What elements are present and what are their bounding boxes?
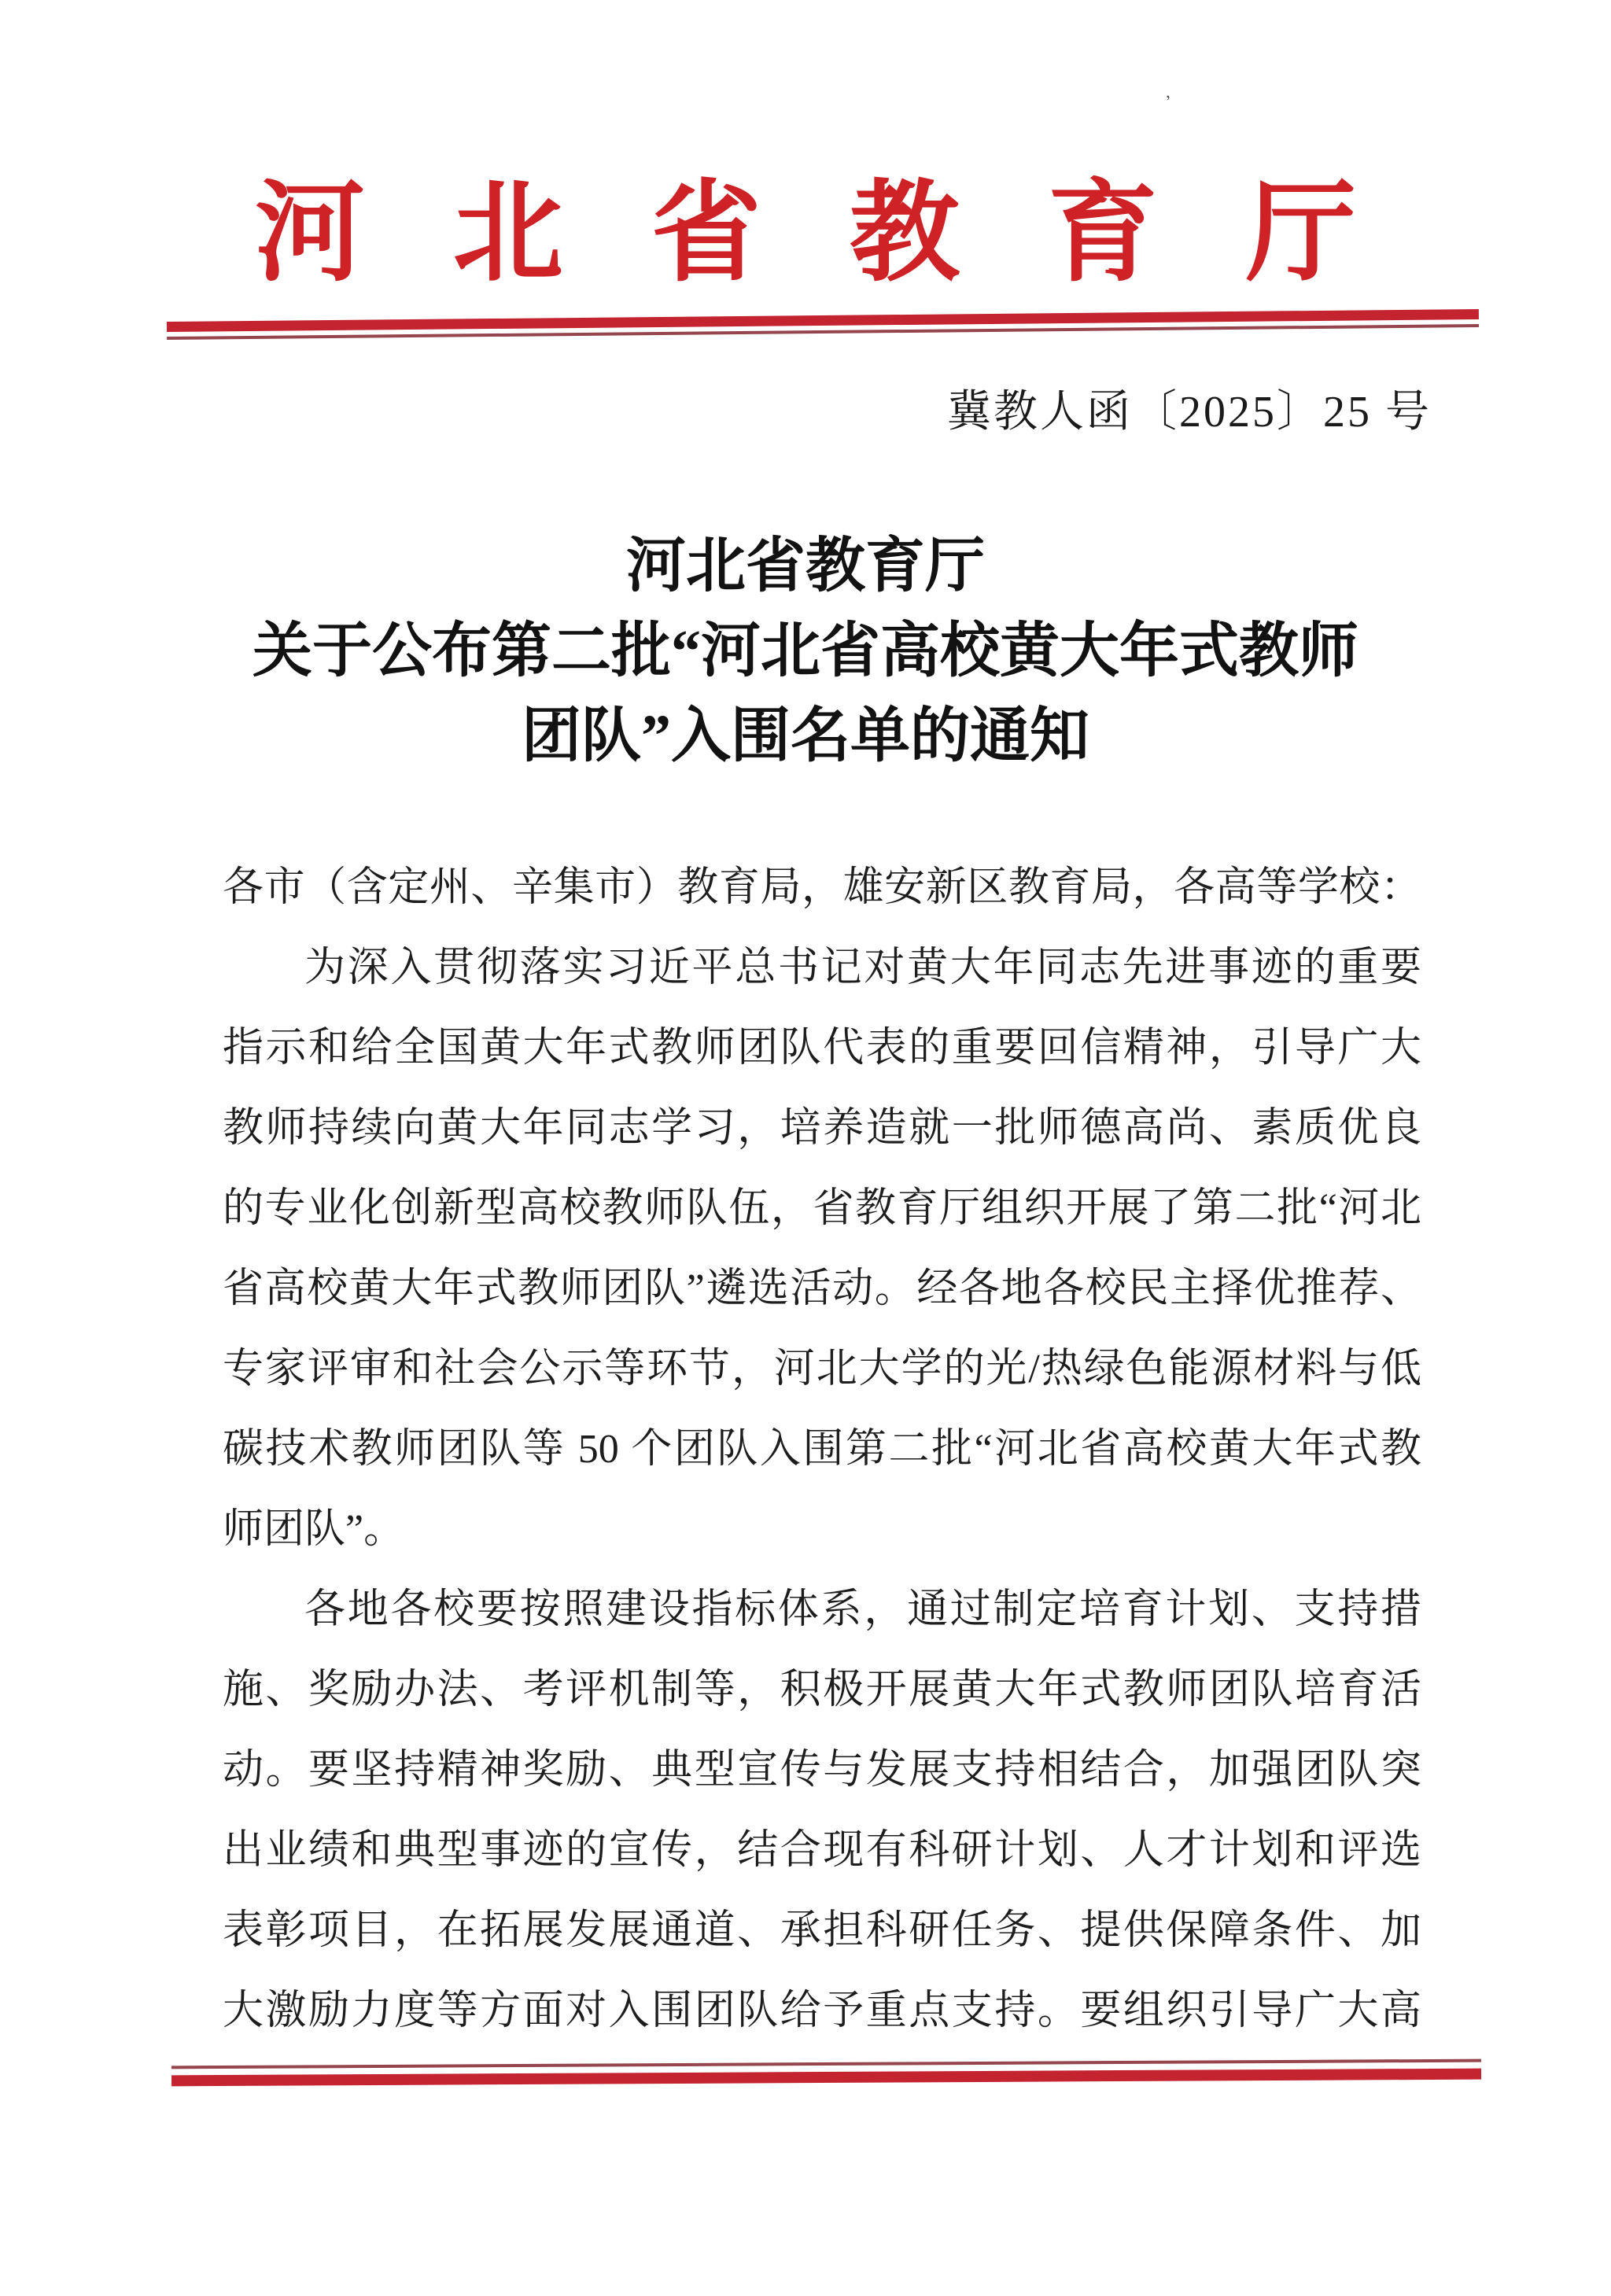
footer-rule-thin (171, 2059, 1481, 2069)
document-number: 冀教人函〔2025〕25 号 (947, 388, 1432, 437)
body-line: 教师持续向黄大年同志学习，培养造就一批师德高尚、素质优良 (223, 1106, 1421, 1151)
body-line: 碳技术教师团队等 50 个团队入围第二批“河北省高校黄大年式教 (223, 1427, 1421, 1472)
body-line-paragraph-end: 师团队”。 (223, 1507, 405, 1552)
body-line: 为深入贯彻落实习近平总书记对黄大年同志先进事迹的重要 (304, 945, 1421, 990)
body-line: 专家评审和社会公示等环节，河北大学的光/热绿色能源材料与低 (223, 1347, 1421, 1391)
body-line: 的专业化创新型高校教师队伍，省教育厅组织开展了第二批“河北 (223, 1186, 1421, 1231)
scan-speck-mark: ‚ (1162, 81, 1172, 102)
body-line: 施、奖励办法、考评机制等，积极开展黄大年式教师团队培育活 (223, 1668, 1421, 1712)
body-line: 各地各校要按照建设指标体系，通过制定培育计划、支持措 (304, 1587, 1421, 1632)
notice-title-line-3: 团队”入围名单的通知 (522, 703, 1089, 769)
body-line: 省高校黄大年式教师团队”遴选活动。经各地各校民主择优推荐、 (223, 1266, 1421, 1311)
notice-title-line-2: 关于公布第二批“河北省高校黄大年式教师 (253, 618, 1358, 684)
notice-title-line-1: 河北省教育厅 (626, 533, 985, 599)
body-line: 大激励力度等方面对入围团队给予重点支持。要组织引导广大高 (223, 1988, 1421, 2033)
notice-title (192, 524, 1419, 779)
body-line-salutation: 各市（含定州、辛集市）教育局，雄安新区教育局，各高等学校： (223, 865, 1421, 910)
body-line: 出业绩和典型事迹的宣传，结合现有科研计划、人才计划和评选 (223, 1828, 1421, 1873)
footer-rule-thick (171, 2069, 1481, 2087)
body-line: 表彰项目，在拓展发展通道、承担科研任务、提供保障条件、加 (223, 1908, 1421, 1953)
body-line: 动。要坚持精神奖励、典型宣传与发展支持相结合，加强团队突 (223, 1748, 1421, 1793)
page-footer-divider (171, 2059, 1481, 2087)
notice-body (223, 848, 1421, 2051)
letterhead-divider (167, 309, 1479, 340)
letterhead-org-name: 河北省教育厅 (254, 173, 1444, 295)
body-line: 指示和给全国黄大年式教师团队代表的重要回信精神，引导广大 (223, 1026, 1421, 1071)
